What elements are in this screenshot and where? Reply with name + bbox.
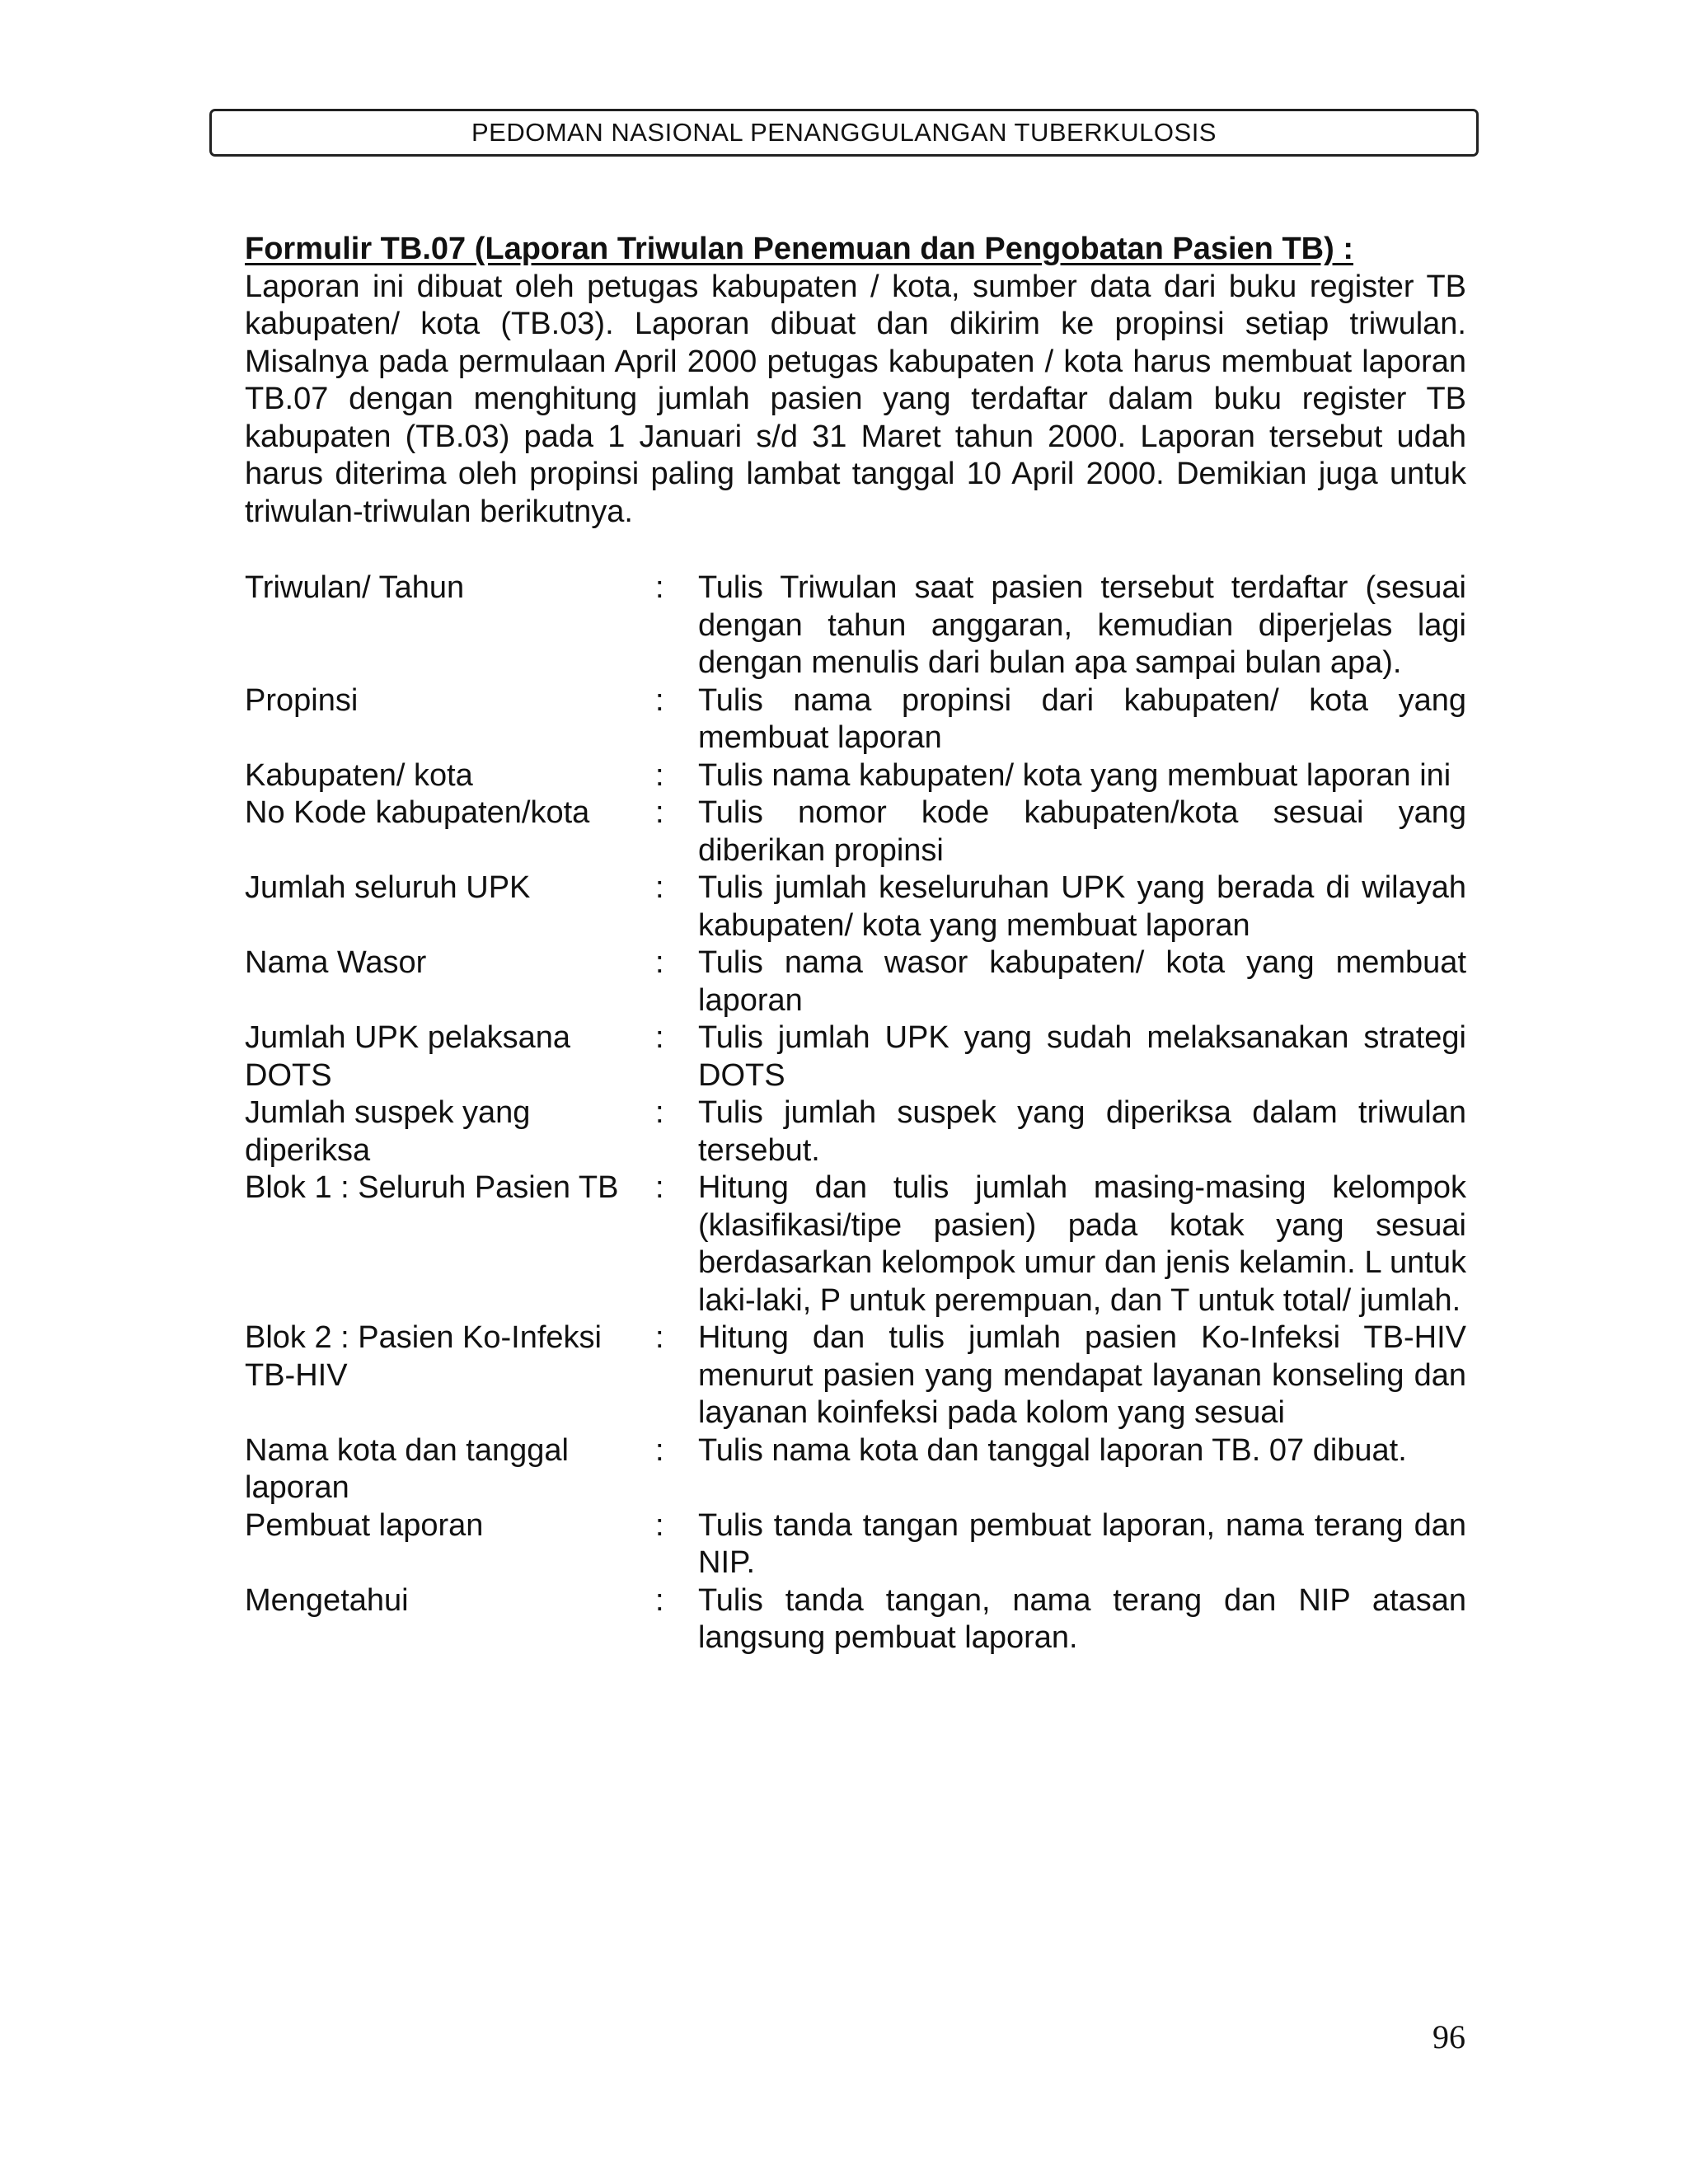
field-description: Tulis jumlah keseluruhan UPK yang berada di wilayah kabupaten/ kota yang membuat laporan <box>698 870 1466 943</box>
field-row-upk-dots <box>245 1019 1466 1094</box>
field-description: Tulis nama kabupaten/ kota yang membuat laporan ini <box>698 757 1451 793</box>
field-description: Tulis jumlah UPK yang sudah melaksanakan strategi DOTS <box>698 1020 1466 1093</box>
page-number: 96 <box>1432 2018 1465 2055</box>
field-row-pembuat <box>245 1507 1466 1582</box>
field-label: Mengetahui <box>245 1582 409 1618</box>
field-row-wasor <box>245 944 1466 1019</box>
field-description: Hitung dan tulis jumlah masing-masing kelompok (klasifikasi/tipe pasien) pada kotak yang sesuai berdasarkan kelompok umur dan jenis kelamin. L untuk laki-laki, P untuk perempuan, dan T untuk total/ jumlah. <box>698 1170 1466 1318</box>
field-description: Tulis nama kota dan tanggal laporan TB. 07 dibuat. <box>698 1432 1407 1468</box>
field-colon: : <box>655 570 664 605</box>
field-colon: : <box>655 1432 664 1468</box>
page-header <box>209 109 1479 157</box>
field-list <box>245 569 1466 1657</box>
field-description: Tulis tanda tangan pembuat laporan, nama terang dan NIP. <box>698 1507 1466 1580</box>
field-row-mengetahui <box>245 1582 1466 1657</box>
field-row-propinsi <box>245 682 1466 757</box>
field-colon: : <box>655 795 664 830</box>
field-label: Jumlah seluruh UPK <box>245 870 531 905</box>
field-colon: : <box>655 757 664 793</box>
document-body <box>245 231 1466 1657</box>
field-colon: : <box>655 1320 664 1355</box>
field-row-kode <box>245 794 1466 869</box>
field-row-blok-1 <box>245 1169 1466 1319</box>
field-row-suspek <box>245 1094 1466 1169</box>
header-title: PEDOMAN NASIONAL PENANGGULANGAN TUBERKULOSIS <box>471 118 1217 147</box>
field-row-blok-2 <box>245 1319 1466 1432</box>
field-colon: : <box>655 1095 664 1130</box>
field-label: Kabupaten/ kota <box>245 757 473 793</box>
field-colon: : <box>655 1507 664 1543</box>
field-row-jumlah-upk <box>245 869 1466 944</box>
field-description: Tulis nama propinsi dari kabupaten/ kota yang membuat laporan <box>698 682 1466 755</box>
field-label: Nama kota dan tanggal laporan <box>245 1432 569 1505</box>
field-label: Blok 1 : Seluruh Pasien TB <box>245 1170 619 1205</box>
section-title: Formulir TB.07 (Laporan Triwulan Penemuan dan Pengobatan Pasien TB) : <box>245 232 1353 266</box>
field-description: Tulis jumlah suspek yang diperiksa dalam triwulan tersebut. <box>698 1095 1466 1168</box>
field-colon: : <box>655 945 664 980</box>
field-label: Pembuat laporan <box>245 1507 484 1543</box>
field-description: Tulis nomor kode kabupaten/kota sesuai yang diberikan propinsi <box>698 795 1466 868</box>
intro-paragraph: Laporan ini dibuat oleh petugas kabupaten / kota, sumber data dari buku register TB kabupaten/ kota (TB.03). Laporan dibuat dan dikirim ke propinsi setiap triwulan. Misalnya pada permulaan April 2000 petugas kabupaten / kota harus membuat laporan TB.07 dengan menghitung jumlah pasien yang terdaftar dalam buku register TB kabupaten (TB.03) pada 1 Januari s/d 31 Maret tahun 2000. Laporan tersebut udah harus diterima oleh propinsi paling lambat tanggal 10 April 2000. Demikian juga untuk triwulan-triwulan berikutnya. <box>245 269 1466 529</box>
field-row-kota-tanggal <box>245 1432 1466 1507</box>
field-colon: : <box>655 1582 664 1618</box>
field-label: Jumlah suspek yang diperiksa <box>245 1095 531 1168</box>
field-description: Tulis Triwulan saat pasien tersebut terdaftar (sesuai dengan tahun anggaran, kemudian diperjelas lagi dengan menulis dari bulan apa sampai bulan apa). <box>698 570 1466 680</box>
field-label: Propinsi <box>245 682 359 718</box>
field-label: Blok 2 : Pasien Ko-Infeksi TB-HIV <box>245 1320 602 1393</box>
field-row-kabupaten <box>245 757 1466 795</box>
field-label: Jumlah UPK pelaksana DOTS <box>245 1020 570 1093</box>
field-label: Nama Wasor <box>245 945 427 980</box>
field-colon: : <box>655 1170 664 1205</box>
field-row-triwulan <box>245 569 1466 682</box>
field-colon: : <box>655 682 664 718</box>
field-colon: : <box>655 870 664 905</box>
field-description: Hitung dan tulis jumlah pasien Ko-Infeksi TB-HIV menurut pasien yang mendapat layanan konseling dan layanan koinfeksi pada kolom yang sesuai <box>698 1320 1466 1430</box>
field-description: Tulis tanda tangan, nama terang dan NIP atasan langsung pembuat laporan. <box>698 1582 1466 1655</box>
field-label: Triwulan/ Tahun <box>245 570 465 605</box>
field-colon: : <box>655 1020 664 1055</box>
field-description: Tulis nama wasor kabupaten/ kota yang membuat laporan <box>698 945 1466 1018</box>
field-label: No Kode kabupaten/kota <box>245 795 590 830</box>
